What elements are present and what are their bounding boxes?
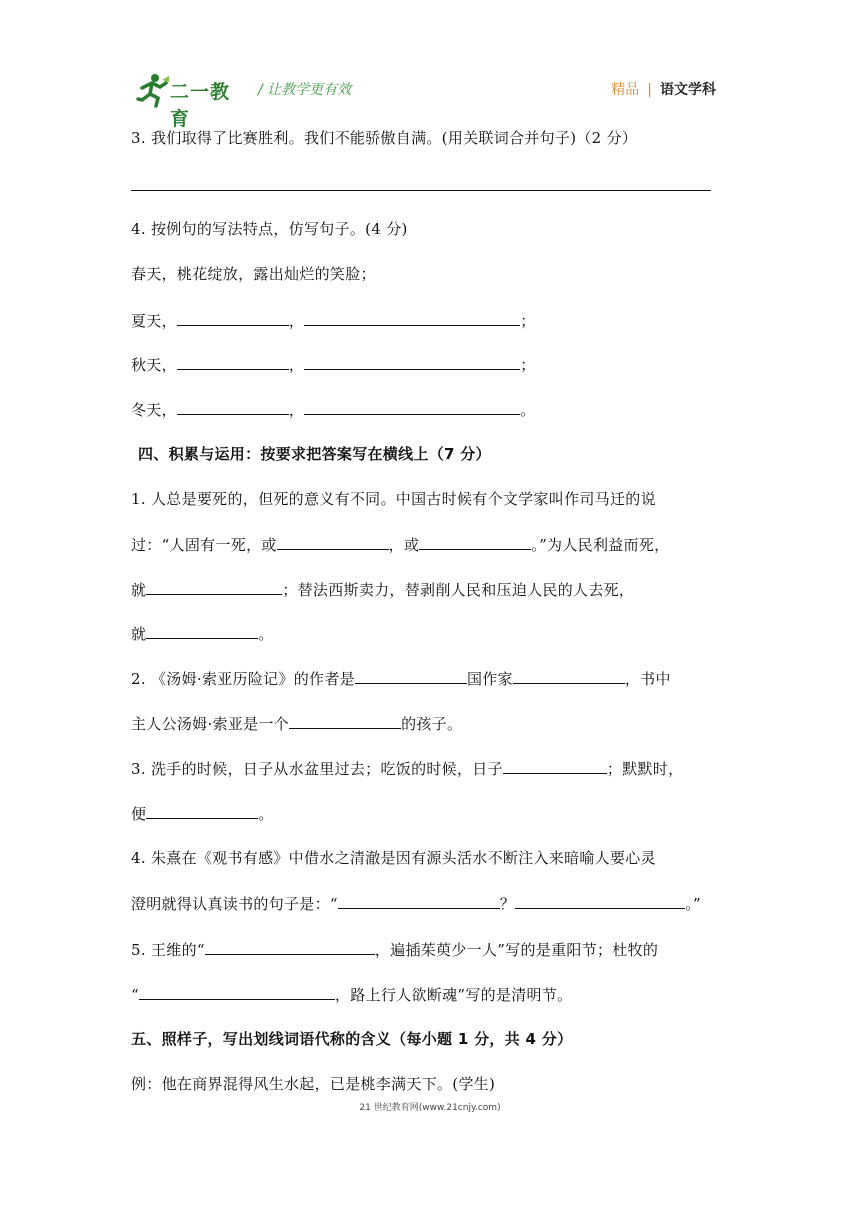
answer-blank[interactable] bbox=[277, 533, 389, 550]
section-5-title: 五、照样子，写出划线词语代称的含义（每小题 1 分，共 4 分） bbox=[131, 1030, 573, 1048]
answer-blank[interactable] bbox=[177, 398, 289, 415]
question-3: 3. 我们取得了比赛胜利。我们不能骄傲自满。(用关联词合并句子)（2 分） bbox=[131, 129, 638, 147]
answer-blank[interactable] bbox=[146, 578, 282, 595]
item-2-line-b: 主人公汤姆·索亚是一个 的孩子。 bbox=[131, 712, 462, 735]
winter-line: 冬天， ， 。 bbox=[131, 398, 536, 421]
answer-blank[interactable] bbox=[146, 622, 258, 639]
item-5-line-b: “ ，路上行人欲断魂”写的是清明节。 bbox=[131, 983, 572, 1006]
answer-line[interactable] bbox=[131, 190, 711, 191]
summer-line: 夏天， ， ； bbox=[131, 309, 536, 332]
item-1-line-d: 就 。 bbox=[131, 622, 274, 645]
item-5-line-a: 5. 王维的“ ，遍插茱萸少一人”写的是重阳节；杜牧的 bbox=[131, 938, 658, 961]
section-4-title: 四、积累与运用：按要求把答案写在横线上（7 分） bbox=[138, 445, 491, 463]
item-3-line-b: 便 。 bbox=[131, 802, 274, 825]
example-sentence: 春天，桃花绽放，露出灿烂的笑脸； bbox=[131, 265, 376, 283]
answer-blank[interactable] bbox=[304, 309, 520, 326]
item-2-line-a: 2. 《汤姆·索亚历险记》的作者是 国作家 ，书中 bbox=[131, 667, 671, 690]
item-3-line-a: 3. 洗手的时候，日子从水盆里过去；吃饭的时候，日子 ；默默时， bbox=[131, 757, 683, 780]
summer-label: 夏天， bbox=[131, 312, 177, 330]
header-right bbox=[611, 79, 716, 99]
logo-text: 二一教育 bbox=[170, 81, 231, 130]
answer-blank[interactable] bbox=[205, 938, 375, 955]
subject-label: 语文学科 bbox=[660, 82, 716, 98]
answer-blank[interactable] bbox=[338, 892, 500, 909]
page-footer: 21 世纪教育网(www.21cnjy.com) bbox=[359, 1103, 501, 1113]
answer-blank[interactable] bbox=[139, 983, 335, 1000]
answer-blank[interactable] bbox=[304, 398, 520, 415]
section-5-example: 例：他在商界混得风生水起，已是桃李满天下。(学生) bbox=[131, 1075, 496, 1093]
answer-blank[interactable] bbox=[177, 309, 289, 326]
answer-blank[interactable] bbox=[419, 533, 531, 550]
logo bbox=[136, 72, 244, 130]
page-header bbox=[136, 72, 716, 130]
answer-blank[interactable] bbox=[289, 712, 401, 729]
answer-blank[interactable] bbox=[304, 353, 520, 370]
answer-blank[interactable] bbox=[146, 802, 258, 819]
item-1-line-c: 就 ；替法西斯卖力，替剥削人民和压迫人民的人去死， bbox=[131, 578, 634, 601]
header-separator: | bbox=[647, 82, 652, 98]
answer-blank[interactable] bbox=[515, 892, 685, 909]
answer-blank[interactable] bbox=[503, 757, 607, 774]
answer-blank[interactable] bbox=[177, 353, 289, 370]
quality-label: 精品 bbox=[611, 82, 640, 98]
autumn-line: 秋天， ， ； bbox=[131, 353, 536, 376]
autumn-label: 秋天， bbox=[131, 356, 177, 374]
header-slogan: / 让教学更有效 bbox=[258, 82, 352, 98]
question-4-title: 4. 按例句的写法特点，仿写句子。(4 分) bbox=[131, 220, 408, 238]
answer-blank[interactable] bbox=[513, 667, 625, 684]
item-4-line-a: 4. 朱熹在《观书有感》中借水之清澈是因有源头活水不断注入来暗喻人要心灵 bbox=[131, 849, 656, 867]
answer-blank[interactable] bbox=[355, 667, 467, 684]
item-4-line-b: 澄明就得认真读书的句子是：“ ？ 。” bbox=[131, 892, 701, 915]
item-1-line-b: 过：“人固有一死，或 ，或 。”为人民利益而死， bbox=[131, 533, 669, 556]
winter-label: 冬天， bbox=[131, 401, 177, 419]
runner-logo-icon bbox=[136, 72, 170, 108]
item-1-line-a: 1. 人总是要死的，但死的意义有不同。中国古时候有个文学家叫作司马迁的说 bbox=[131, 490, 656, 508]
